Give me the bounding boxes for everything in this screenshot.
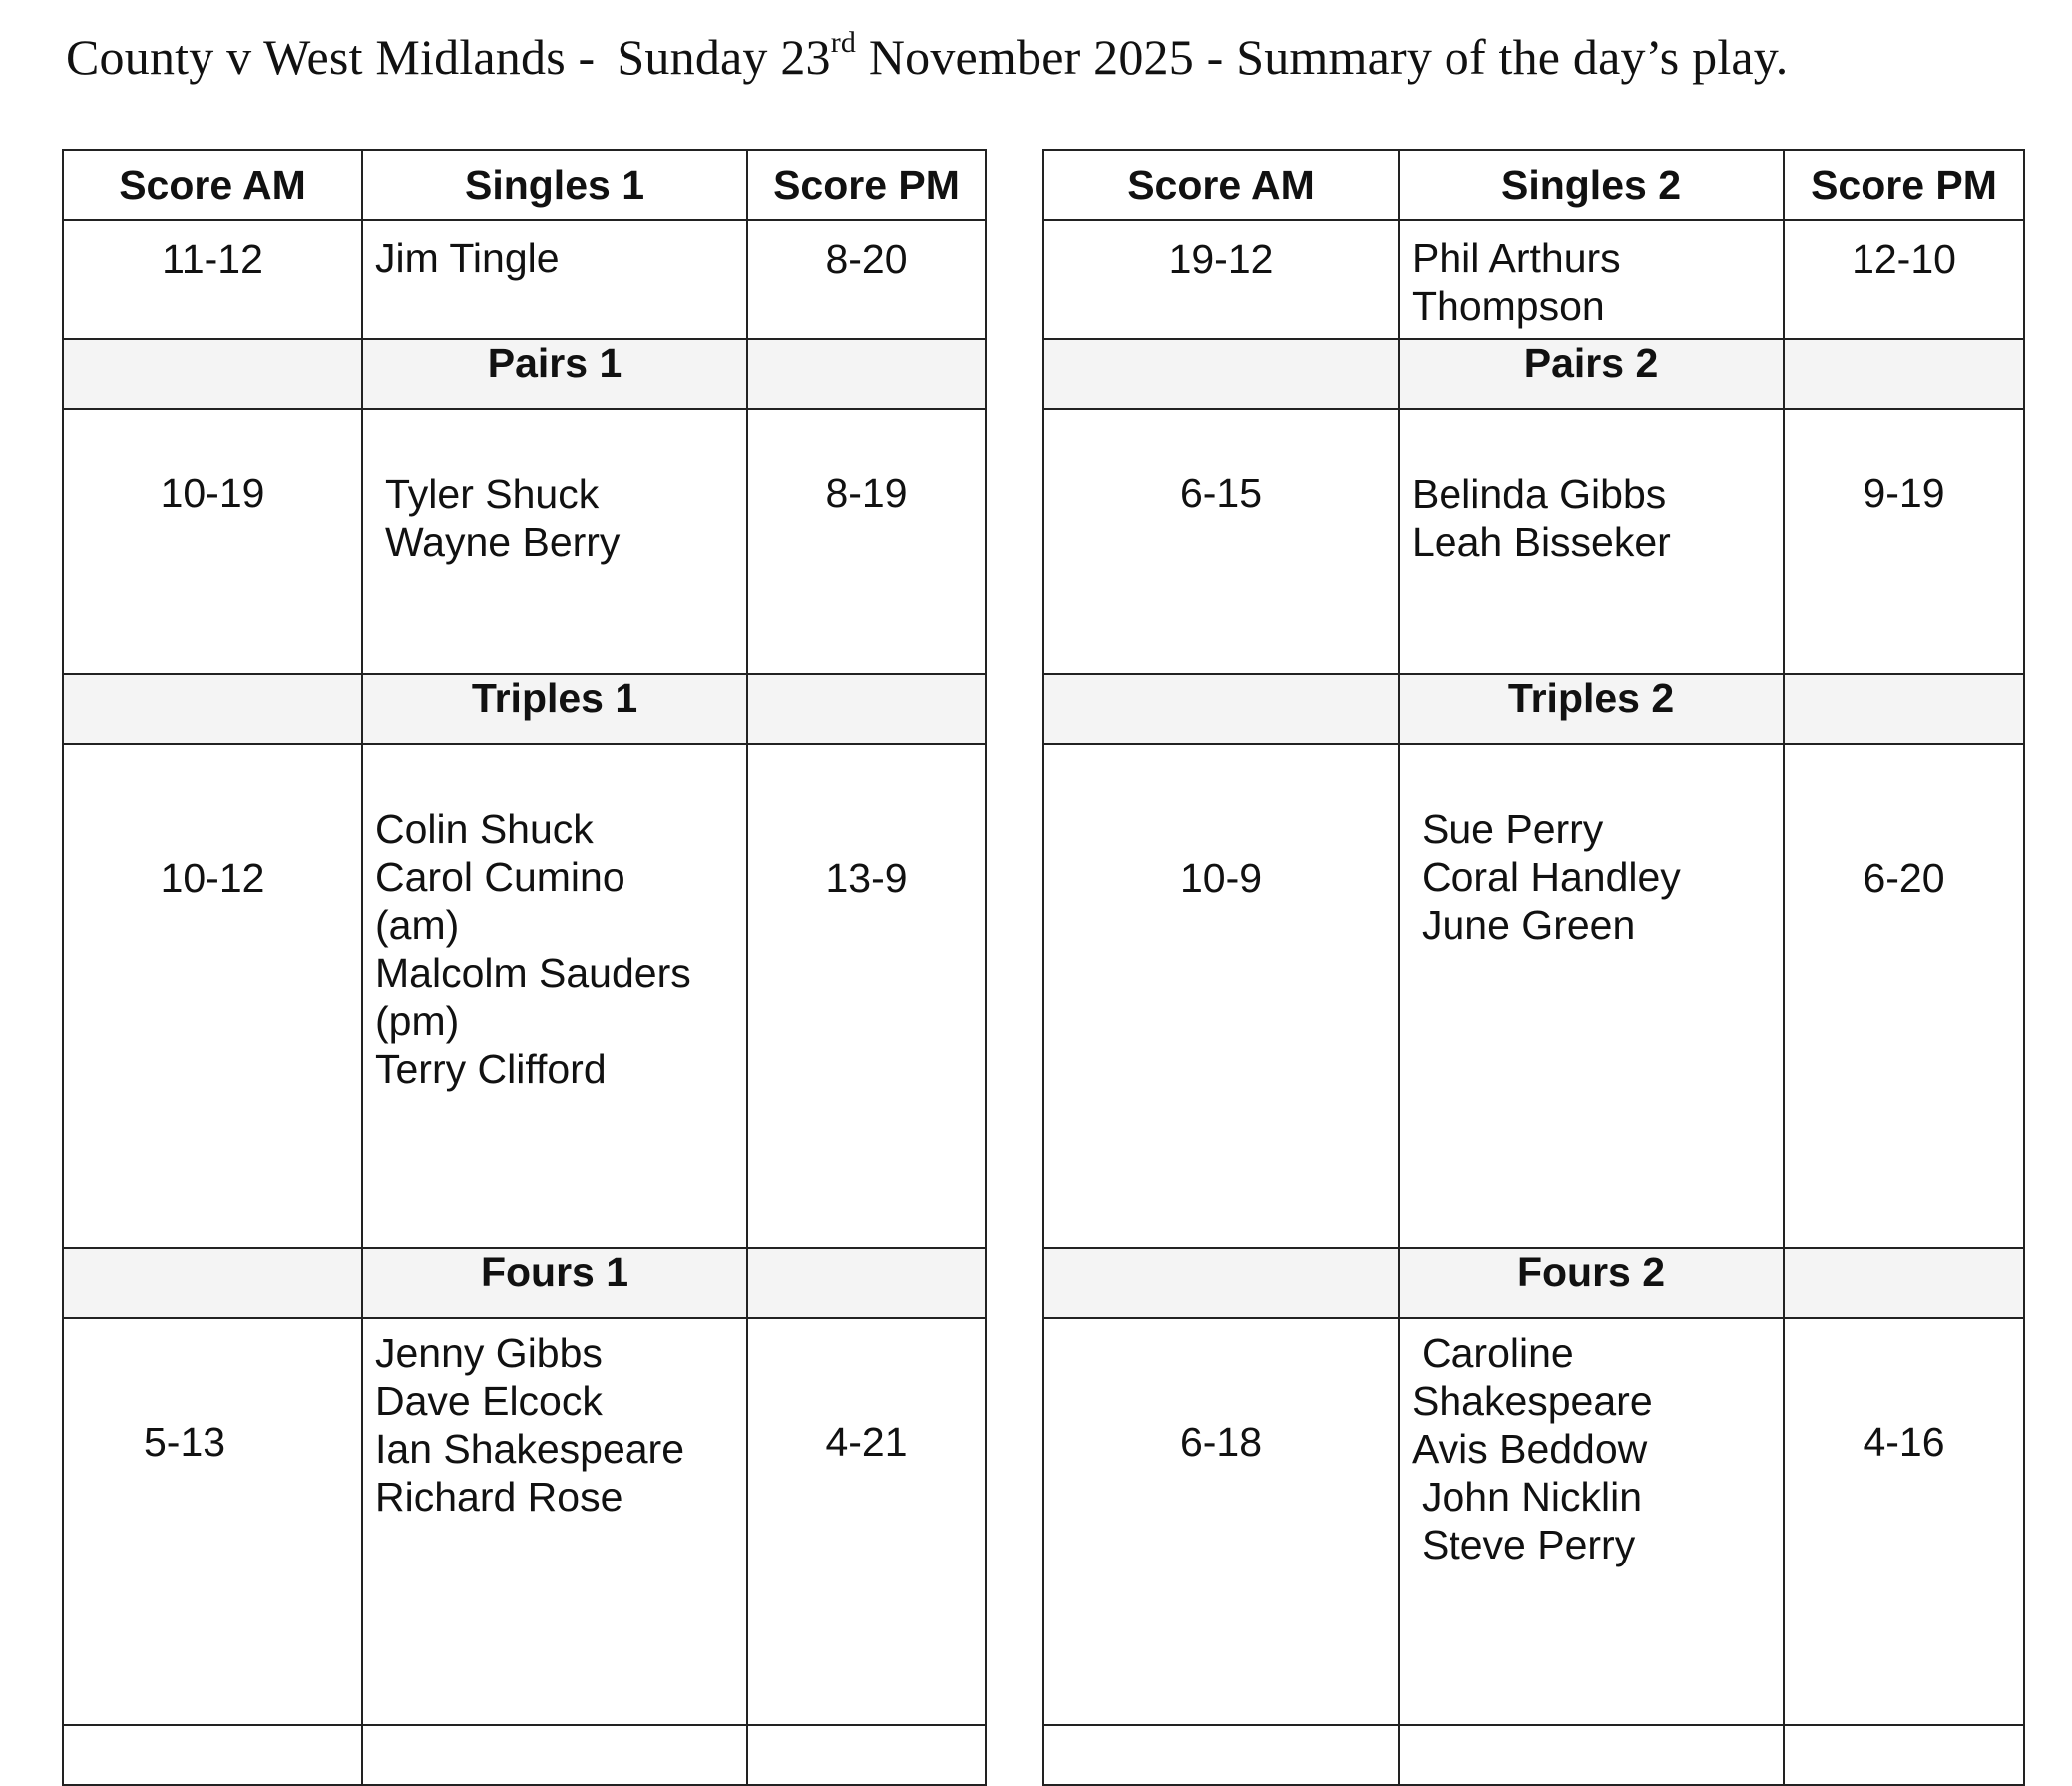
singles-1-row [63,220,986,339]
player-name: Wayne Berry [385,519,621,565]
player-note: (am) [375,902,460,948]
player-name: Leah Bisseker [1412,519,1671,565]
singles-1-score-pm: 8-20 [747,220,986,339]
pairs-1-score-am: 10-19 [63,409,362,674]
singles-2-row [1043,220,2024,339]
player-name: Ian Shakespeare [375,1426,685,1472]
header-row [1043,150,2024,220]
empty-row [63,1725,986,1785]
header-score-am: Score AM [63,150,362,220]
player-name: Jim Tingle [375,235,560,281]
singles-1-players [362,220,747,339]
singles-2-score-pm: 12-10 [1784,220,2024,339]
pairs-1-score-pm: 8-19 [747,409,986,674]
player-name: Colin Shuck [375,806,594,852]
fours-2-row [1043,1318,2024,1725]
fours-2-players [1399,1318,1784,1725]
triples-2-row [1043,744,2024,1248]
title-teams: County v West Midlands - [66,29,596,85]
triples-1-score-am: 10-12 [63,744,362,1248]
player-note: (pm) [375,998,460,1044]
triples-1-heading-row [63,674,986,744]
pairs-1-players [362,409,747,674]
player-name: Malcolm Sauders [375,950,691,996]
player-name: Caroline [1422,1330,1574,1376]
fours-2-label: Fours 2 [1399,1248,1784,1318]
triples-2-players [1399,744,1784,1248]
player-name: June Green [1422,902,1636,948]
player-name: Terry Clifford [375,1046,607,1092]
pairs-2-row [1043,409,2024,674]
fours-1-label: Fours 1 [362,1248,747,1318]
player-name: Thompson [1412,283,1605,329]
singles-2-players [1399,220,1784,339]
page-title [66,28,1788,86]
fours-1-score-am: 5-13 [63,1318,362,1725]
header-singles-2: Singles 2 [1399,150,1784,220]
fours-2-heading-row [1043,1248,2024,1318]
player-name: Tyler Shuck [385,471,600,517]
fours-1-row [63,1318,986,1725]
singles-1-score-am: 11-12 [63,220,362,339]
singles-2-score-am: 19-12 [1043,220,1399,339]
header-row [63,150,986,220]
header-singles-1: Singles 1 [362,150,747,220]
results-table-right [1042,149,2025,1786]
pairs-2-heading-row [1043,339,2024,409]
fours-1-score-pm: 4-21 [747,1318,986,1725]
fours-1-heading-row [63,1248,986,1318]
pairs-2-score-pm: 9-19 [1784,409,2024,674]
results-table-left [62,149,987,1786]
pairs-2-label: Pairs 2 [1399,339,1784,409]
pairs-1-heading-row [63,339,986,409]
pairs-2-players [1399,409,1784,674]
player-name: Shakespeare [1412,1378,1653,1424]
triples-1-label: Triples 1 [362,674,747,744]
header-score-pm: Score PM [747,150,986,220]
player-name: John Nicklin [1422,1474,1643,1520]
triples-1-score-pm: 13-9 [747,744,986,1248]
triples-1-players [362,744,747,1248]
player-name: Avis Beddow [1412,1426,1648,1472]
player-name: Phil Arthurs [1412,235,1621,281]
triples-2-score-am: 10-9 [1043,744,1399,1248]
triples-2-label: Triples 2 [1399,674,1784,744]
title-date: Sunday 23rd November 2025 - Summary of the day’s play. [617,26,1789,85]
player-name: Sue Perry [1422,806,1604,852]
player-name: Richard Rose [375,1474,623,1520]
triples-2-score-pm: 6-20 [1784,744,2024,1248]
fours-2-score-am: 6-18 [1043,1318,1399,1725]
pairs-2-score-am: 6-15 [1043,409,1399,674]
header-score-pm: Score PM [1784,150,2024,220]
player-name: Dave Elcock [375,1378,603,1424]
triples-2-heading-row [1043,674,2024,744]
empty-row [1043,1725,2024,1785]
pairs-1-label: Pairs 1 [362,339,747,409]
player-name: Coral Handley [1422,854,1681,900]
fours-1-players [362,1318,747,1725]
pairs-1-row [63,409,986,674]
player-name: Steve Perry [1422,1522,1636,1567]
player-name: Belinda Gibbs [1412,471,1667,517]
header-score-am: Score AM [1043,150,1399,220]
player-name: Carol Cumino [375,854,625,900]
fours-2-score-pm: 4-16 [1784,1318,2024,1725]
player-name: Jenny Gibbs [375,1330,603,1376]
triples-1-row [63,744,986,1248]
